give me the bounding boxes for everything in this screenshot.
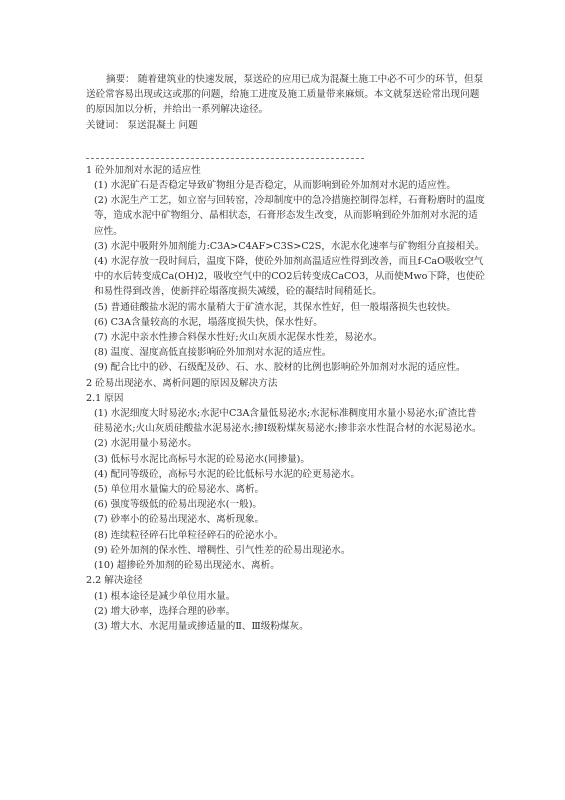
section-1-item: (2) 水泥生产工艺，如立窑与回转窑，冷却制度中的急冷措施控制得怎样，石膏粉磨时的温度等，造成水泥中矿物组分、晶相状态，石膏形态发生改变，从而影响到砼外加剂对水泥的适应性。 <box>94 195 485 237</box>
keywords-line: 关键词： 泵送混凝土 问题 <box>86 119 198 131</box>
section-2-1-item: (10) 超掺砼外加剂的砼易出现泌水、离析。 <box>94 560 280 572</box>
section-1-item: (7) 水泥中亲水性掺合料保水性好;火山灰质水泥保水性差，易泌水。 <box>94 332 383 344</box>
section-1-item: (4) 水泥存放一段时间后，温度下降，使砼外加剂高温适应性得到改善，而且f-CaO吸收空气中的水后转变成Ca(OH)2，吸收空气中的CO2后转变成CaCO3，从而使Mwo下降，也使砼和易性得到改善，使新拌砼塌落度损失减缓，砼的凝结时间稍延长。 <box>94 256 485 298</box>
section-1-title: 1 砼外加剂对水泥的适应性 <box>86 164 201 176</box>
section-2-title: 2 砼易出现泌水、离析问题的原因及解决方法 <box>86 377 278 389</box>
section-2-1-item: (7) 砂率小的砼易出现泌水、离析现象。 <box>94 514 265 526</box>
section-1-item: (3) 水泥中吸附外加剂能力:C3A>C4AF>C3S>C2S，水泥水化速率与矿物组分直接相关。 <box>94 240 485 252</box>
section-1-item: (9) 配合比中的砂、石级配及砂、石、水、胶材的比例也影响砼外加剂对水泥的适应性。 <box>94 362 466 374</box>
section-2-2-title: 2.2 解决途径 <box>86 575 143 587</box>
section-2-1-item: (2) 水泥用量小易泌水。 <box>94 438 197 450</box>
section-2-1-item: (6) 强度等级低的砼易出现泌水(一般)。 <box>94 499 263 511</box>
abstract-paragraph: 摘要： 随着建筑业的快速发展，泵送砼的应用已成为混凝土施工中必不可少的环节，但泵送砼常容易出现或这或那的问题，给施工进度及施工质量带来麻烦。本文就泵送砼常出现问题的原因加以分析，并给出一系列解决途径。 <box>86 74 484 116</box>
document-page <box>86 72 486 634</box>
section-2-1-item: (9) 砼外加剂的保水性、增稠性、引气性差的砼易出现泌水。 <box>94 544 351 556</box>
section-2-2-item: (1) 根本途径是减少单位用水量。 <box>94 590 236 602</box>
section-2-1-item: (3) 低标号水泥比高标号水泥的砼易泌水(同掺量)。 <box>94 453 310 465</box>
section-2-1-item: (5) 单位用水量偏大的砼易泌水、离析。 <box>94 484 265 496</box>
section-2-1-item: (4) 配同等级砼，高标号水泥的砼比低标号水泥的砼更易泌水。 <box>94 468 361 480</box>
section-2-1-title: 2.1 原因 <box>86 392 124 404</box>
section-1-item: (6) C3A含量较高的水泥，塌落度损失快，保水性好。 <box>94 316 323 328</box>
section-1-item: (5) 普通硅酸盐水泥的需水量稍大于矿渣水泥，其保水性好，但一般塌落损失也较快。 <box>94 301 457 313</box>
section-2-2-item: (2) 增大砂率，选择合理的砂率。 <box>94 605 236 617</box>
section-1-item: (8) 温度、湿度高低直接影响砼外加剂对水泥的适应性。 <box>94 347 332 359</box>
section-2-2-item: (3) 增大水、水泥用量或掺适量的Ⅱ、Ⅲ级粉煤灰。 <box>94 620 309 632</box>
section-2-1-item: (1) 水泥细度大时易泌水;水泥中C3A含量低易泌水;水泥标准稠度用水量小易泌水;矿渣比普硅易泌水;火山灰质硅酸盐水泥易泌水;掺Ⅰ级粉煤灰易泌水;掺非亲水性混合材的水泥易泌水。 <box>94 408 482 435</box>
section-1-item: (1) 水泥矿石是否稳定导致矿物组分是否稳定，从而影响到砼外加剂对水泥的适应性。 <box>94 180 457 192</box>
section-2-1-item: (8) 连续粒径碎石比单粒径碎石的砼泌水小。 <box>94 529 284 541</box>
